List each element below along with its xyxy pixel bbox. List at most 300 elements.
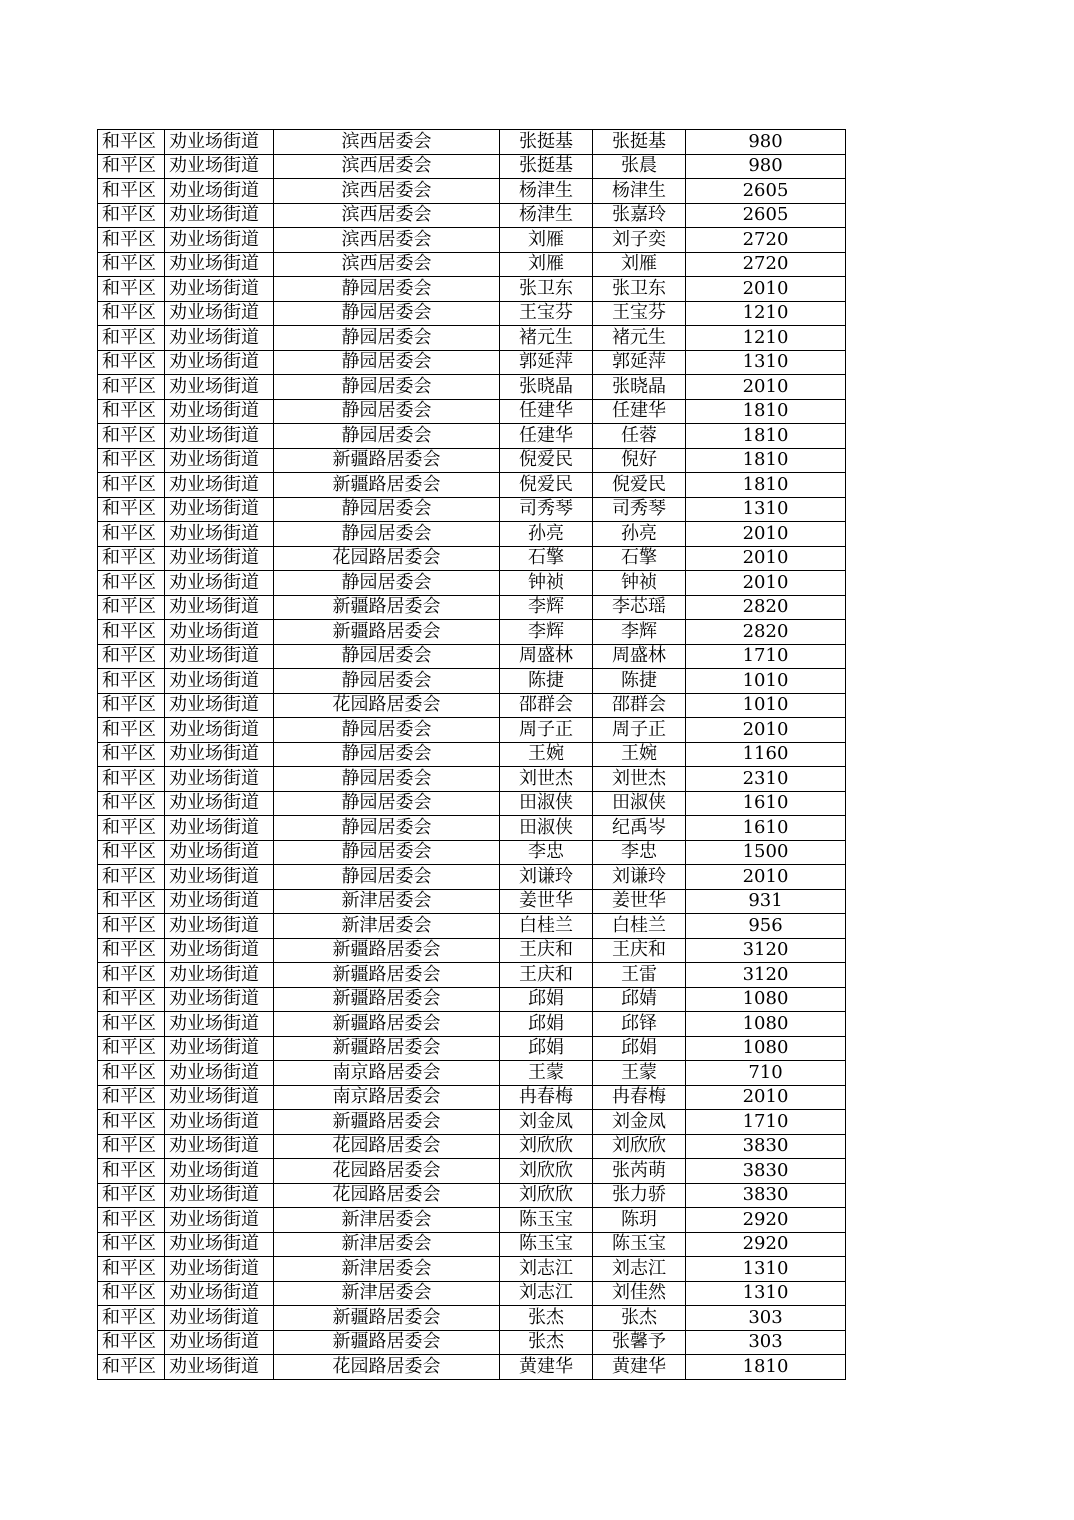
member-cell: 郭延萍	[593, 350, 686, 375]
table-row	[98, 1281, 846, 1306]
member-cell: 张挺基	[593, 130, 686, 155]
district-cell: 和平区	[98, 1110, 165, 1135]
table-row	[98, 1355, 846, 1380]
subdistrict-cell: 劝业场街道	[165, 693, 274, 718]
committee-cell: 花园路居委会	[274, 693, 500, 718]
table-row	[98, 1257, 846, 1282]
member-cell: 孙亮	[593, 522, 686, 547]
district-cell: 和平区	[98, 889, 165, 914]
householder-cell: 王婉	[500, 742, 593, 767]
table-row	[98, 767, 846, 792]
householder-cell: 邵群会	[500, 693, 593, 718]
amount-cell: 1210	[686, 326, 846, 351]
amount-cell: 2920	[686, 1232, 846, 1257]
table-row	[98, 1085, 846, 1110]
householder-cell: 刘雁	[500, 228, 593, 253]
table-row	[98, 1306, 846, 1331]
member-cell: 纪禹岑	[593, 816, 686, 841]
member-cell: 张晨	[593, 154, 686, 179]
householder-cell: 张杰	[500, 1306, 593, 1331]
householder-cell: 田淑侠	[500, 816, 593, 841]
householder-cell: 冉春梅	[500, 1085, 593, 1110]
district-cell: 和平区	[98, 571, 165, 596]
subdistrict-cell: 劝业场街道	[165, 1159, 274, 1184]
district-cell: 和平区	[98, 791, 165, 816]
amount-cell: 2010	[686, 865, 846, 890]
table-row	[98, 791, 846, 816]
district-cell: 和平区	[98, 1036, 165, 1061]
amount-cell: 2720	[686, 228, 846, 253]
amount-cell: 1210	[686, 301, 846, 326]
member-cell: 任建华	[593, 399, 686, 424]
district-cell: 和平区	[98, 840, 165, 865]
committee-cell: 静园居委会	[274, 840, 500, 865]
amount-cell: 1710	[686, 644, 846, 669]
amount-cell: 1810	[686, 399, 846, 424]
householder-cell: 李忠	[500, 840, 593, 865]
committee-cell: 静园居委会	[274, 424, 500, 449]
amount-cell: 3120	[686, 963, 846, 988]
amount-cell: 2605	[686, 179, 846, 204]
subdistrict-cell: 劝业场街道	[165, 791, 274, 816]
amount-cell: 2010	[686, 375, 846, 400]
amount-cell: 2010	[686, 571, 846, 596]
member-cell: 周子正	[593, 718, 686, 743]
district-cell: 和平区	[98, 1208, 165, 1233]
committee-cell: 静园居委会	[274, 718, 500, 743]
householder-cell: 王蒙	[500, 1061, 593, 1086]
table-row	[98, 669, 846, 694]
householder-cell: 王庆和	[500, 963, 593, 988]
amount-cell: 2010	[686, 718, 846, 743]
committee-cell: 静园居委会	[274, 375, 500, 400]
subdistrict-cell: 劝业场街道	[165, 865, 274, 890]
district-cell: 和平区	[98, 1281, 165, 1306]
member-cell: 张晓晶	[593, 375, 686, 400]
amount-cell: 3120	[686, 938, 846, 963]
table-row	[98, 1061, 846, 1086]
district-cell: 和平区	[98, 228, 165, 253]
member-cell: 刘佳然	[593, 1281, 686, 1306]
householder-cell: 周子正	[500, 718, 593, 743]
amount-cell: 3830	[686, 1183, 846, 1208]
subdistrict-cell: 劝业场街道	[165, 179, 274, 204]
member-cell: 邱铎	[593, 1012, 686, 1037]
district-cell: 和平区	[98, 522, 165, 547]
table-row	[98, 1110, 846, 1135]
member-cell: 张嘉玲	[593, 203, 686, 228]
committee-cell: 静园居委会	[274, 791, 500, 816]
amount-cell: 1810	[686, 424, 846, 449]
householder-cell: 陈捷	[500, 669, 593, 694]
table-row	[98, 252, 846, 277]
district-cell: 和平区	[98, 473, 165, 498]
committee-cell: 新津居委会	[274, 1208, 500, 1233]
amount-cell: 956	[686, 914, 846, 939]
committee-cell: 新津居委会	[274, 889, 500, 914]
subdistrict-cell: 劝业场街道	[165, 1085, 274, 1110]
householder-cell: 刘雁	[500, 252, 593, 277]
member-cell: 冉春梅	[593, 1085, 686, 1110]
subdistrict-cell: 劝业场街道	[165, 522, 274, 547]
householder-cell: 杨津生	[500, 179, 593, 204]
table-row	[98, 595, 846, 620]
table-row	[98, 497, 846, 522]
amount-cell: 710	[686, 1061, 846, 1086]
householder-cell: 张挺基	[500, 130, 593, 155]
table-row	[98, 522, 846, 547]
district-cell: 和平区	[98, 326, 165, 351]
committee-cell: 新疆路居委会	[274, 987, 500, 1012]
amount-cell: 980	[686, 154, 846, 179]
committee-cell: 新津居委会	[274, 1257, 500, 1282]
householder-cell: 田淑侠	[500, 791, 593, 816]
district-cell: 和平区	[98, 350, 165, 375]
subdistrict-cell: 劝业场街道	[165, 375, 274, 400]
householder-cell: 邱娟	[500, 1036, 593, 1061]
district-cell: 和平区	[98, 301, 165, 326]
table-row	[98, 326, 846, 351]
amount-cell: 3830	[686, 1159, 846, 1184]
district-cell: 和平区	[98, 963, 165, 988]
district-cell: 和平区	[98, 252, 165, 277]
amount-cell: 1080	[686, 1036, 846, 1061]
committee-cell: 花园路居委会	[274, 1159, 500, 1184]
subdistrict-cell: 劝业场街道	[165, 448, 274, 473]
member-cell: 李忠	[593, 840, 686, 865]
amount-cell: 2920	[686, 1208, 846, 1233]
subdistrict-cell: 劝业场街道	[165, 987, 274, 1012]
householder-cell: 王宝芬	[500, 301, 593, 326]
subdistrict-cell: 劝业场街道	[165, 130, 274, 155]
district-cell: 和平区	[98, 1183, 165, 1208]
subdistrict-cell: 劝业场街道	[165, 497, 274, 522]
district-cell: 和平区	[98, 399, 165, 424]
member-cell: 刘金凤	[593, 1110, 686, 1135]
member-cell: 张馨予	[593, 1330, 686, 1355]
committee-cell: 新津居委会	[274, 914, 500, 939]
table-row	[98, 889, 846, 914]
amount-cell: 1080	[686, 987, 846, 1012]
amount-cell: 2010	[686, 1085, 846, 1110]
committee-cell: 静园居委会	[274, 742, 500, 767]
subdistrict-cell: 劝业场街道	[165, 1306, 274, 1331]
amount-cell: 1810	[686, 1355, 846, 1380]
committee-cell: 静园居委会	[274, 350, 500, 375]
amount-cell: 1010	[686, 693, 846, 718]
district-cell: 和平区	[98, 742, 165, 767]
subdistrict-cell: 劝业场街道	[165, 1036, 274, 1061]
table-row	[98, 301, 846, 326]
committee-cell: 静园居委会	[274, 277, 500, 302]
householder-cell: 李辉	[500, 595, 593, 620]
subdistrict-cell: 劝业场街道	[165, 742, 274, 767]
member-cell: 杨津生	[593, 179, 686, 204]
subdistrict-cell: 劝业场街道	[165, 718, 274, 743]
table-row	[98, 1330, 846, 1355]
householder-cell: 邱娟	[500, 1012, 593, 1037]
district-cell: 和平区	[98, 693, 165, 718]
member-cell: 倪好	[593, 448, 686, 473]
table-row	[98, 987, 846, 1012]
subdistrict-cell: 劝业场街道	[165, 1134, 274, 1159]
amount-cell: 3830	[686, 1134, 846, 1159]
committee-cell: 新疆路居委会	[274, 1036, 500, 1061]
district-cell: 和平区	[98, 497, 165, 522]
member-cell: 王庆和	[593, 938, 686, 963]
member-cell: 张杰	[593, 1306, 686, 1331]
table-row	[98, 1012, 846, 1037]
subdistrict-cell: 劝业场街道	[165, 1183, 274, 1208]
subdistrict-cell: 劝业场街道	[165, 203, 274, 228]
subdistrict-cell: 劝业场街道	[165, 620, 274, 645]
householder-cell: 任建华	[500, 424, 593, 449]
committee-cell: 新疆路居委会	[274, 473, 500, 498]
member-cell: 钟祯	[593, 571, 686, 596]
householder-cell: 孙亮	[500, 522, 593, 547]
householder-cell: 司秀琴	[500, 497, 593, 522]
committee-cell: 新疆路居委会	[274, 620, 500, 645]
member-cell: 邱娟	[593, 1036, 686, 1061]
member-cell: 刘志江	[593, 1257, 686, 1282]
subdistrict-cell: 劝业场街道	[165, 473, 274, 498]
committee-cell: 静园居委会	[274, 326, 500, 351]
householder-cell: 钟祯	[500, 571, 593, 596]
district-cell: 和平区	[98, 938, 165, 963]
district-cell: 和平区	[98, 1134, 165, 1159]
householder-cell: 周盛林	[500, 644, 593, 669]
householder-cell: 刘欣欣	[500, 1183, 593, 1208]
amount-cell: 1160	[686, 742, 846, 767]
district-cell: 和平区	[98, 424, 165, 449]
householder-cell: 刘谦玲	[500, 865, 593, 890]
member-cell: 田淑侠	[593, 791, 686, 816]
member-cell: 石擎	[593, 546, 686, 571]
district-cell: 和平区	[98, 1232, 165, 1257]
member-cell: 周盛林	[593, 644, 686, 669]
district-cell: 和平区	[98, 865, 165, 890]
member-cell: 张芮萌	[593, 1159, 686, 1184]
householder-cell: 张卫东	[500, 277, 593, 302]
data-table	[97, 129, 846, 1380]
member-cell: 李芯瑶	[593, 595, 686, 620]
subdistrict-cell: 劝业场街道	[165, 1061, 274, 1086]
district-cell: 和平区	[98, 767, 165, 792]
member-cell: 刘欣欣	[593, 1134, 686, 1159]
committee-cell: 花园路居委会	[274, 1355, 500, 1380]
member-cell: 王雷	[593, 963, 686, 988]
amount-cell: 2820	[686, 595, 846, 620]
member-cell: 褚元生	[593, 326, 686, 351]
householder-cell: 姜世华	[500, 889, 593, 914]
amount-cell: 1610	[686, 791, 846, 816]
member-cell: 陈捷	[593, 669, 686, 694]
member-cell: 黄建华	[593, 1355, 686, 1380]
committee-cell: 静园居委会	[274, 522, 500, 547]
amount-cell: 2820	[686, 620, 846, 645]
subdistrict-cell: 劝业场街道	[165, 399, 274, 424]
committee-cell: 新津居委会	[274, 1232, 500, 1257]
committee-cell: 新疆路居委会	[274, 938, 500, 963]
amount-cell: 2010	[686, 522, 846, 547]
table-row	[98, 620, 846, 645]
member-cell: 王蒙	[593, 1061, 686, 1086]
member-cell: 姜世华	[593, 889, 686, 914]
subdistrict-cell: 劝业场街道	[165, 301, 274, 326]
subdistrict-cell: 劝业场街道	[165, 963, 274, 988]
table-row	[98, 154, 846, 179]
table-row	[98, 1183, 846, 1208]
table-row	[98, 424, 846, 449]
committee-cell: 滨西居委会	[274, 179, 500, 204]
district-cell: 和平区	[98, 1012, 165, 1037]
amount-cell: 980	[686, 130, 846, 155]
member-cell: 张力骄	[593, 1183, 686, 1208]
committee-cell: 静园居委会	[274, 767, 500, 792]
district-cell: 和平区	[98, 987, 165, 1012]
member-cell: 张卫东	[593, 277, 686, 302]
member-cell: 刘子奕	[593, 228, 686, 253]
householder-cell: 黄建华	[500, 1355, 593, 1380]
amount-cell: 2720	[686, 252, 846, 277]
amount-cell: 1810	[686, 448, 846, 473]
committee-cell: 静园居委会	[274, 865, 500, 890]
householder-cell: 陈玉宝	[500, 1232, 593, 1257]
householder-cell: 石擎	[500, 546, 593, 571]
subdistrict-cell: 劝业场街道	[165, 767, 274, 792]
committee-cell: 花园路居委会	[274, 546, 500, 571]
amount-cell: 303	[686, 1306, 846, 1331]
table-row	[98, 399, 846, 424]
table-row	[98, 938, 846, 963]
amount-cell: 1500	[686, 840, 846, 865]
householder-cell: 王庆和	[500, 938, 593, 963]
householder-cell: 李辉	[500, 620, 593, 645]
amount-cell: 1810	[686, 473, 846, 498]
committee-cell: 静园居委会	[274, 399, 500, 424]
committee-cell: 新疆路居委会	[274, 595, 500, 620]
committee-cell: 新疆路居委会	[274, 448, 500, 473]
district-cell: 和平区	[98, 1355, 165, 1380]
subdistrict-cell: 劝业场街道	[165, 571, 274, 596]
amount-cell: 303	[686, 1330, 846, 1355]
district-cell: 和平区	[98, 914, 165, 939]
table-row	[98, 840, 846, 865]
householder-cell: 倪爱民	[500, 448, 593, 473]
district-cell: 和平区	[98, 546, 165, 571]
member-cell: 刘雁	[593, 252, 686, 277]
amount-cell: 1310	[686, 350, 846, 375]
table-row	[98, 644, 846, 669]
subdistrict-cell: 劝业场街道	[165, 1281, 274, 1306]
subdistrict-cell: 劝业场街道	[165, 1330, 274, 1355]
subdistrict-cell: 劝业场街道	[165, 889, 274, 914]
table-row	[98, 1036, 846, 1061]
committee-cell: 新疆路居委会	[274, 1330, 500, 1355]
householder-cell: 刘志江	[500, 1281, 593, 1306]
table-row	[98, 1232, 846, 1257]
member-cell: 刘世杰	[593, 767, 686, 792]
table-row	[98, 1159, 846, 1184]
subdistrict-cell: 劝业场街道	[165, 326, 274, 351]
committee-cell: 滨西居委会	[274, 154, 500, 179]
table-body	[98, 130, 846, 1380]
subdistrict-cell: 劝业场街道	[165, 252, 274, 277]
subdistrict-cell: 劝业场街道	[165, 816, 274, 841]
committee-cell: 滨西居委会	[274, 228, 500, 253]
householder-cell: 陈玉宝	[500, 1208, 593, 1233]
table-row	[98, 693, 846, 718]
amount-cell: 1310	[686, 1257, 846, 1282]
subdistrict-cell: 劝业场街道	[165, 840, 274, 865]
amount-cell: 2010	[686, 277, 846, 302]
householder-cell: 邱娟	[500, 987, 593, 1012]
householder-cell: 任建华	[500, 399, 593, 424]
table-row	[98, 963, 846, 988]
table-row	[98, 571, 846, 596]
amount-cell: 1710	[686, 1110, 846, 1135]
member-cell: 王婉	[593, 742, 686, 767]
subdistrict-cell: 劝业场街道	[165, 1232, 274, 1257]
subdistrict-cell: 劝业场街道	[165, 350, 274, 375]
table-row	[98, 228, 846, 253]
district-cell: 和平区	[98, 816, 165, 841]
subdistrict-cell: 劝业场街道	[165, 1257, 274, 1282]
committee-cell: 南京路居委会	[274, 1061, 500, 1086]
table-row	[98, 350, 846, 375]
district-cell: 和平区	[98, 718, 165, 743]
committee-cell: 静园居委会	[274, 497, 500, 522]
committee-cell: 滨西居委会	[274, 203, 500, 228]
subdistrict-cell: 劝业场街道	[165, 595, 274, 620]
committee-cell: 静园居委会	[274, 644, 500, 669]
table-row	[98, 203, 846, 228]
table-row	[98, 865, 846, 890]
district-cell: 和平区	[98, 595, 165, 620]
householder-cell: 褚元生	[500, 326, 593, 351]
amount-cell: 2010	[686, 546, 846, 571]
district-cell: 和平区	[98, 179, 165, 204]
table-row	[98, 375, 846, 400]
member-cell: 王宝芬	[593, 301, 686, 326]
subdistrict-cell: 劝业场街道	[165, 644, 274, 669]
member-cell: 李辉	[593, 620, 686, 645]
district-cell: 和平区	[98, 154, 165, 179]
district-cell: 和平区	[98, 448, 165, 473]
district-cell: 和平区	[98, 669, 165, 694]
committee-cell: 静园居委会	[274, 571, 500, 596]
district-cell: 和平区	[98, 620, 165, 645]
subdistrict-cell: 劝业场街道	[165, 277, 274, 302]
member-cell: 司秀琴	[593, 497, 686, 522]
amount-cell: 1610	[686, 816, 846, 841]
committee-cell: 滨西居委会	[274, 252, 500, 277]
member-cell: 陈玉宝	[593, 1232, 686, 1257]
table-row	[98, 742, 846, 767]
householder-cell: 白桂兰	[500, 914, 593, 939]
district-cell: 和平区	[98, 1085, 165, 1110]
table-row	[98, 473, 846, 498]
householder-cell: 张杰	[500, 1330, 593, 1355]
amount-cell: 1310	[686, 497, 846, 522]
committee-cell: 静园居委会	[274, 301, 500, 326]
table-row	[98, 914, 846, 939]
table-row	[98, 718, 846, 743]
subdistrict-cell: 劝业场街道	[165, 914, 274, 939]
member-cell: 倪爱民	[593, 473, 686, 498]
district-cell: 和平区	[98, 277, 165, 302]
table-row	[98, 816, 846, 841]
